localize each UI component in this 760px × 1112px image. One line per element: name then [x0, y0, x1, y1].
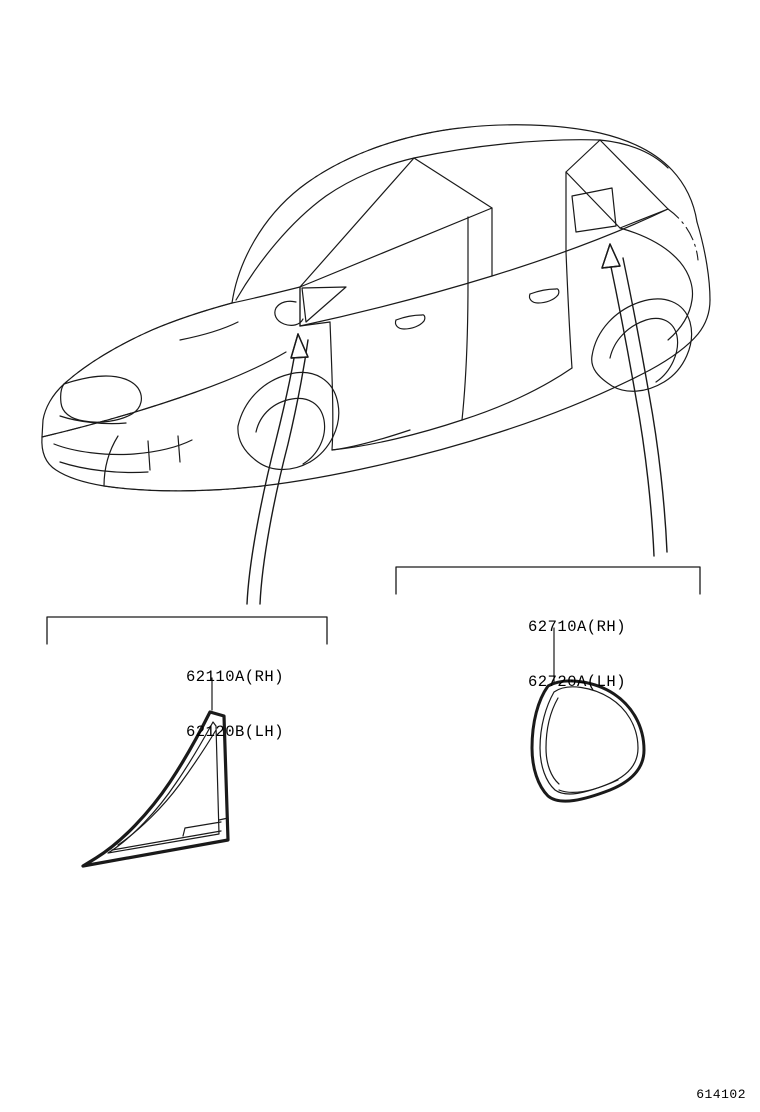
part-number-62710A: 62710A(RH) — [527, 618, 626, 636]
diagram-code: 614102 — [696, 1087, 746, 1102]
car-illustration — [42, 125, 710, 491]
part-number-62120B: 62120B(LH) — [185, 723, 284, 741]
label-front-quarter-window — [110, 632, 360, 778]
part-number-62720A: 62720A(LH) — [527, 673, 626, 691]
label-rear-quarter-window — [452, 582, 702, 728]
leader-lines — [247, 244, 667, 604]
part-number-62110A: 62110A(RH) — [185, 668, 284, 686]
